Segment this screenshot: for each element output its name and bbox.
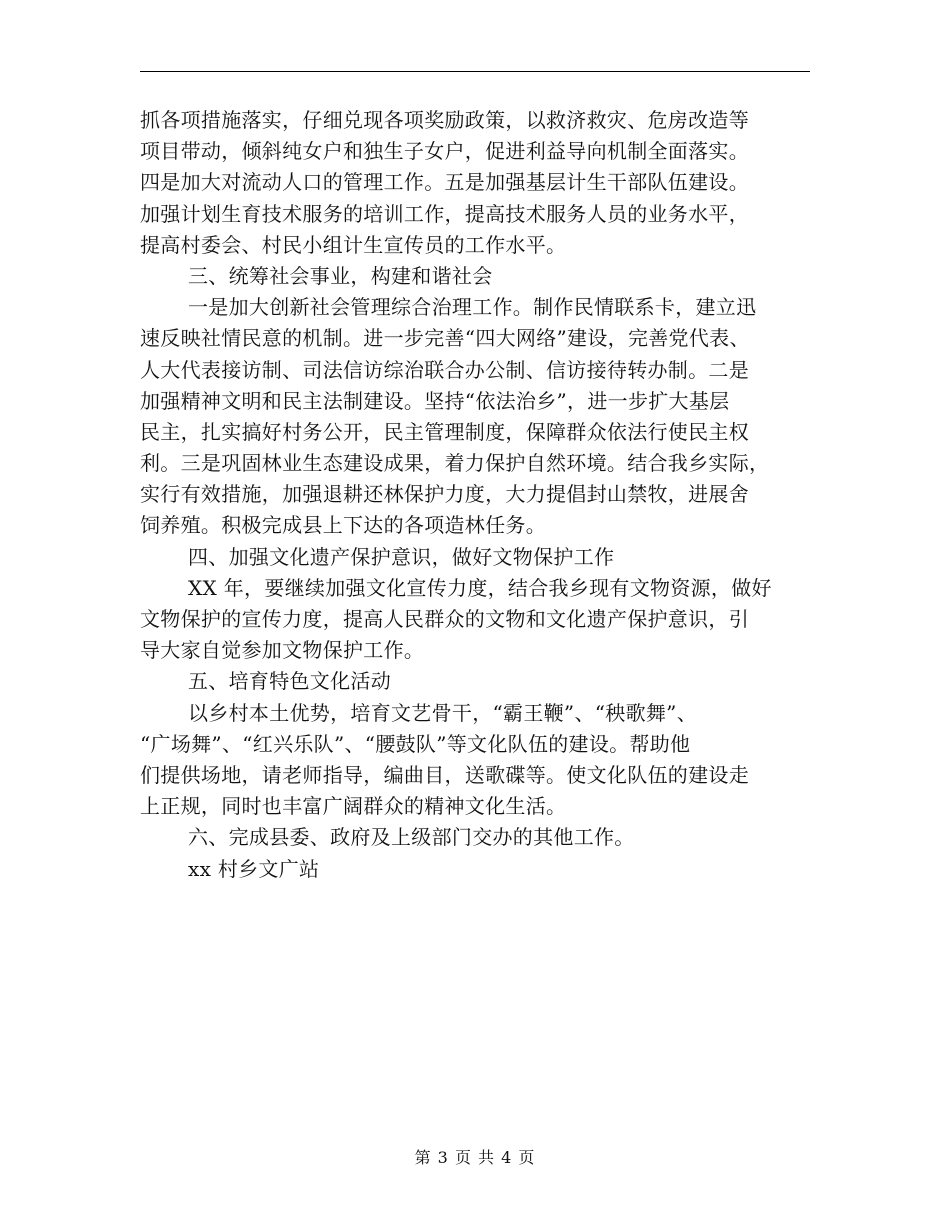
body-line: 利。三是巩固林业生态建设成果，着力保护自然环境。结合我乡实际， (140, 451, 770, 476)
body-line: 饲养殖。积极完成县上下达的各项造林任务。 (140, 513, 546, 538)
paragraph-first-line: XX 年，要继续加强文化宣传力度，结合我乡现有文物资源，做好 (188, 575, 772, 600)
document-body (140, 105, 810, 885)
body-line: 文物保护的宣传力度，提高人民群众的文物和文化遗产保护意识，引 (140, 607, 749, 631)
section-heading: 三、统筹社会事业，构建和谐社会 (188, 263, 493, 288)
paragraph-first-line: 一是加大创新社会管理综合治理工作。制作民情联系卡，建立迅 (188, 295, 757, 320)
body-line: “广场舞”、“红兴乐队”、“腰鼓队”等文化队伍的建设。帮助他 (140, 731, 691, 756)
body-line: 实行有效措施，加强退耕还林保护力度，大力提倡封山禁牧，进展舍 (140, 482, 749, 507)
body-line: 提高村委会、村民小组计生宣传员的工作水平。 (140, 232, 567, 257)
body-line: 加强计划生育技术服务的培训工作，提高技术服务人员的业务水平， (140, 201, 749, 226)
body-line: 人大代表接访制、司法信访综治联合办公制、信访接待转办制。二是 (140, 357, 749, 382)
page-number-footer: 第 3 页 共 4 页 (414, 1148, 536, 1167)
section-heading: 四、加强文化遗产保护意识，做好文物保护工作 (188, 544, 615, 569)
body-line: 民主，扎实搞好村务公开，民主管理制度，保障群众依法行使民主权 (140, 419, 749, 444)
body-line: 上正规，同时也丰富广阔群众的精神文化生活。 (140, 794, 567, 819)
signature-line: xx 村乡文广站 (188, 856, 320, 881)
body-line: 速反映社情民意的机制。进一步完善“四大网络”建设，完善党代表、 (140, 326, 750, 351)
body-line: 导大家自觉参加文物保护工作。 (140, 638, 425, 663)
body-line: 抓各项措施落实，仔细兑现各项奖励政策，以救济救灾、危房改造等 (140, 108, 749, 132)
body-line: 们提供场地，请老师指导，编曲目，送歌碟等。使文化队伍的建设走 (140, 762, 749, 787)
body-line: 项目带动，倾斜纯女户和独生子女户，促进利益导向机制全面落实。 (140, 139, 749, 164)
paragraph-first-line: 以乡村本土优势，培育文艺骨干，“霸王鞭”、“秧歌舞”、 (188, 700, 697, 725)
section-heading: 六、完成县委、政府及上级部门交办的其他工作。 (188, 825, 635, 850)
header-rule (140, 71, 810, 72)
body-line: 加强精神文明和民主法制建设。坚持“依法治乡”，进一步扩大基层 (140, 388, 730, 413)
section-heading: 五、培育特色文化活动 (188, 669, 391, 694)
body-line: 四是加大对流动人口的管理工作。五是加强基层计生干部队伍建设。 (140, 170, 749, 195)
